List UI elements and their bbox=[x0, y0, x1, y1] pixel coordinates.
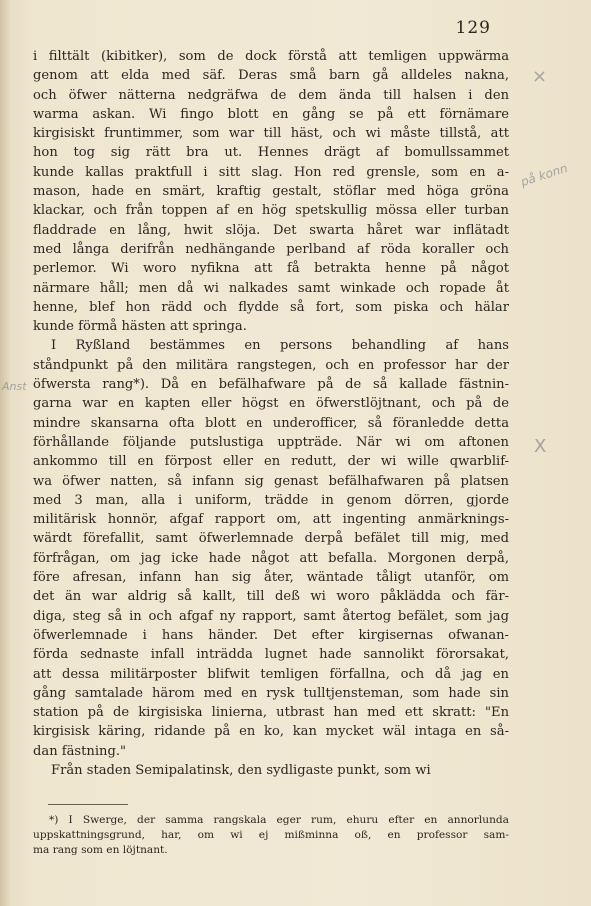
text-line: wärdt förefallit, samt öfwerlemnade derpå befälet till mig, med bbox=[33, 531, 509, 547]
text-line: kirgisiskt fruntimmer, som war till häst, och wi måste tillstå, att bbox=[33, 126, 509, 142]
text-line: fladdrade en lång, hwit slöja. Det swarta håret war inflätadt bbox=[33, 222, 509, 238]
footnote-line: uppskattningsgrund, har, om wi ej mißminna oß, en professor sam- bbox=[33, 829, 509, 841]
text-line: och öfwer nätterna nedgräfwa de dem ända till halsen i den bbox=[33, 87, 509, 103]
text-line: hon tog sig rätt bra ut. Hennes drägt af bomullssammet bbox=[33, 145, 509, 161]
text-line: öfwersta rang*). Då en befälhafware på de så kallade fästnin- bbox=[33, 377, 509, 393]
margin-handwritten-note: på konn bbox=[519, 160, 570, 190]
text-line: förfrågan, om jag icke hade något att befalla. Morgonen derpå, bbox=[33, 550, 509, 566]
text-line: wa öfwer natten, så infann sig genast befälhafwaren på platsen bbox=[33, 473, 509, 489]
text-line: att dessa militärposter blifwit temligen förfallna, och då jag en bbox=[33, 666, 509, 682]
text-line: ståndpunkt på den militära rangstegen, och en professor har der bbox=[33, 357, 509, 373]
text-line: närmare håll; men då wi nalkades samt winkade och ropade åt bbox=[33, 280, 509, 296]
text-line: kunde kallas praktfull i sitt slag. Hon red grensle, som en a- bbox=[33, 164, 509, 180]
footnote-line: ma rang som en löjtnant. bbox=[33, 844, 168, 856]
margin-handwritten-note-left: Anst bbox=[2, 380, 27, 393]
text-line: station på de kirgisiska linierna, utbrast han med ett skratt: "En bbox=[33, 705, 509, 721]
text-line: ankommo till en förpost eller en redutt, der wi wille qwarblif- bbox=[33, 454, 509, 470]
text-line: gång samtalade härom med en rysk tulltjensteman, som hade sin bbox=[33, 685, 509, 701]
text-line: diga, steg så in och afgaf ny rapport, samt återtog befälet, som jag bbox=[33, 608, 509, 624]
text-line: perlemor. Wi woro nyfikna att få betrakta henne på något bbox=[33, 261, 509, 277]
text-line: med långa derifrån nedhängande perlband af röda koraller och bbox=[33, 241, 509, 257]
page-gutter bbox=[0, 0, 10, 906]
text-line: militärisk honnör, afgaf rapport om, att ingenting anmärknings- bbox=[33, 512, 509, 528]
footnote-separator bbox=[48, 804, 128, 805]
footnote-line: *) I Swerge, der samma rangskala eger rum, ehuru efter en annorlunda bbox=[49, 814, 509, 826]
footnote bbox=[33, 813, 509, 858]
text-line: det än war aldrig så kallt, till deß wi woro påklädda och fär- bbox=[33, 589, 509, 605]
text-line: förda sednaste infall inträdda lugnet hade sannolikt förorsakat, bbox=[33, 647, 509, 663]
body-text bbox=[33, 47, 509, 780]
text-line: i filttält (kibitker), som de dock förstå att temligen uppwärma bbox=[33, 49, 509, 64]
text-line: före afresan, infann han sig åter, wäntade tåligt utanför, om bbox=[33, 570, 509, 586]
text-line: garna war en kapten eller högst en öfwerstlöjtnant, och på de bbox=[33, 396, 509, 412]
text-line: genom att elda med säf. Deras små barn gå alldeles nakna, bbox=[33, 68, 509, 84]
text-line: mason, hade en smärt, kraftig gestalt, stöflar med höga gröna bbox=[33, 184, 509, 200]
text-line: klackar, och från toppen af en hög spetskullig mössa eller turban bbox=[33, 203, 509, 219]
text-line: kunde förmå hästen att springa. bbox=[33, 319, 247, 335]
margin-cross-mark-2: X bbox=[534, 436, 547, 457]
margin-cross-mark: × bbox=[532, 66, 548, 87]
text-line: warma askan. Wi fingo blott en gång se på ett förnämare bbox=[33, 106, 509, 122]
text-line: I Ryßland bestämmes en persons behandling af hans bbox=[51, 338, 509, 354]
text-line: mindre skansarna ofta blott en underofficer, så föranledde detta bbox=[33, 415, 509, 431]
text-line: henne, blef hon rädd och flydde så fort, som piska och hälar bbox=[33, 299, 509, 315]
text-line: Från staden Semipalatinsk, den sydligaste punkt, som wi bbox=[51, 762, 431, 778]
text-line: kirgisisk käring, ridande på en ko, kan mycket wäl intaga en så- bbox=[33, 724, 509, 740]
text-line: dan fästning." bbox=[33, 743, 127, 759]
page-number: 129 bbox=[455, 18, 491, 38]
text-line: förhållande följande putslustiga uppträde. När wi om aftonen bbox=[33, 434, 509, 450]
text-line: med 3 man, alla i uniform, trädde in genom dörren, gjorde bbox=[33, 492, 509, 508]
text-line: öfwerlemnade i hans händer. Det efter kirgisernas ofwanan- bbox=[33, 627, 509, 643]
